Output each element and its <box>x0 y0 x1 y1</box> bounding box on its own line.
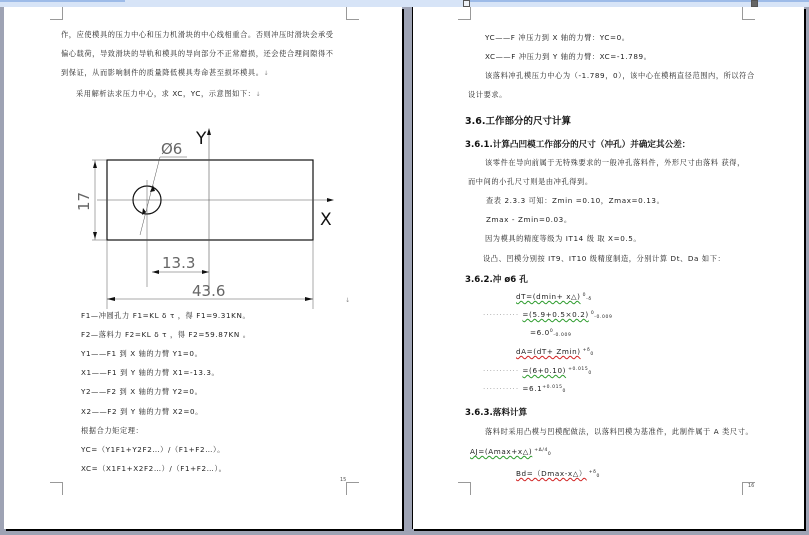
margin-corner <box>50 482 63 495</box>
paragraph-line: 设凸、凹模分别按 IT9、IT10 级精度制造，分别计算 Dt、Da 如下： <box>483 254 726 263</box>
definition-line: Y2——F2 到 X 轴的力臂 Y2=0。 <box>81 387 203 396</box>
formula-line: ··········· $=6.1^{+0.015}_0$ <box>483 384 567 394</box>
paragraph-line: 该落料冲孔模压力中心为（-1.789，0），该中心在模柄直径范围内，所以符合 <box>485 71 755 80</box>
ruler-highlight <box>0 0 125 2</box>
definition-line: X2——F2 到 Y 轴的力臂 X2=0。 <box>81 407 203 416</box>
section-heading-3-6-1: 3.6.1.计算凸凹模工作部分的尺寸（冲孔）并确定其公差： <box>465 140 691 150</box>
x-axis-label: X <box>320 210 332 230</box>
definition-line: X1——F1 到 Y 轴的力臂 X1=-13.3。 <box>81 368 220 377</box>
paragraph-line: 偏心载荷，导致滑块的导轨和模具的导向部分不正常磨损，还会使合理间隙得不 <box>61 49 334 58</box>
paragraph-line: 因为模具的精度等级为 IT14 级 取 X=0.5。 <box>485 234 642 243</box>
definition-line: F2—落料力 F2=KL δ τ ，得 F2=59.87KN 。 <box>81 330 251 339</box>
margin-corner <box>458 482 471 495</box>
ruler-bar <box>0 0 809 7</box>
formula-line: ··········· =(6+0.10) $^{+0.015}_0$ <box>483 366 592 376</box>
paragraph-line: 落料时采用凸模与凹模配做法，以落料凹模为基准件，此制件属于 A 类尺寸。 <box>485 427 754 436</box>
section-heading-3-6-2: 3.6.2.冲 ø6 孔 <box>465 275 528 285</box>
definition-line: Y1——F1 到 X 轴的力臂 Y1=0。 <box>81 349 203 358</box>
diameter-label: Ø6 <box>161 140 183 158</box>
formula-line: AJ=(Amax+x△) $^{+\Delta/4}_0$ <box>470 447 552 457</box>
paragraph-line: 查表 2.3.3 可知：Zmin =0.10，Zmax=0.13。 <box>486 196 665 205</box>
margin-corner <box>742 7 755 20</box>
margin-corner <box>346 7 359 20</box>
paragraph-line: YC——F 冲压力到 X 轴的力臂：YC=0。 <box>485 33 630 42</box>
formula-line: Bd=（Dmax-x△） $^{+\delta}_0$ <box>516 469 600 479</box>
section-heading-3-6: 3.6.工作部分的尺寸计算 <box>465 116 571 127</box>
formula-line: dA=(dT+ Zmin) $^{+\delta}_0$ <box>516 347 594 357</box>
height-dim-label: 17 <box>75 191 93 211</box>
margin-corner <box>458 7 471 20</box>
formula-line: XC=（X1F1+X2F2…）/（F1+F2…）。 <box>81 464 227 473</box>
ruler-right-marker[interactable] <box>751 0 758 7</box>
paragraph-mark: ↓ <box>345 297 351 304</box>
formula-line: $=6.0^0_{-0.009}$ <box>530 328 572 338</box>
formula-line: dT=(dmin+ x△) $^0_{-\delta}$ <box>516 292 592 302</box>
page-number: 15 <box>340 477 347 483</box>
definition-line: 根据合力矩定理： <box>81 426 144 435</box>
width-dim-label: 43.6 <box>192 282 226 300</box>
ruler-indent-marker[interactable] <box>463 0 470 7</box>
margin-corner <box>346 482 359 495</box>
formula-line: ··········· =(5.9+0.5×0.2) $^0_{-0.009}$ <box>483 310 613 320</box>
paragraph-line: 该零件在导向前属于无特殊要求的一般冲孔落料件，外形尺寸由落料 获得， <box>485 158 745 167</box>
paragraph-line: Zmax - Zmin=0.03。 <box>486 215 572 224</box>
paragraph-line: XC——F 冲压力到 Y 轴的力臂：XC=-1.789。 <box>485 52 652 61</box>
margin-corner <box>50 7 63 20</box>
paragraph-line: 作，应使模具的压力中心和压力机滑块的中心线相重合。否则冲压时滑块会承受 <box>61 30 334 39</box>
pressure-center-diagram <box>44 117 364 312</box>
paragraph-line: 设计要求。 <box>468 90 507 99</box>
definition-line: F1—冲圆孔力 F1=KL δ τ ，得 F1=9.31KN。 <box>81 311 251 320</box>
formula-line: YC=（Y1F1+Y2F2…）/（F1+F2…）。 <box>81 445 225 454</box>
paragraph-line: 到保证，从而影响制件的质量降低模具寿命甚至损坏模具。↓ <box>61 68 270 77</box>
document-page-left <box>4 7 402 529</box>
page-number: 16 <box>748 483 755 489</box>
document-page-right <box>412 7 804 529</box>
paragraph-line: 而中间的小孔尺寸则是由冲孔得到。 <box>468 177 593 186</box>
paragraph-line: 采用解析法求压力中心，求 XC，YC，示意图如下：↓ <box>76 89 262 98</box>
section-heading-3-6-3: 3.6.3.落料计算 <box>465 408 528 418</box>
y-axis-label: Y <box>196 129 207 149</box>
hole-offset-dim-label: 13.3 <box>162 254 196 272</box>
